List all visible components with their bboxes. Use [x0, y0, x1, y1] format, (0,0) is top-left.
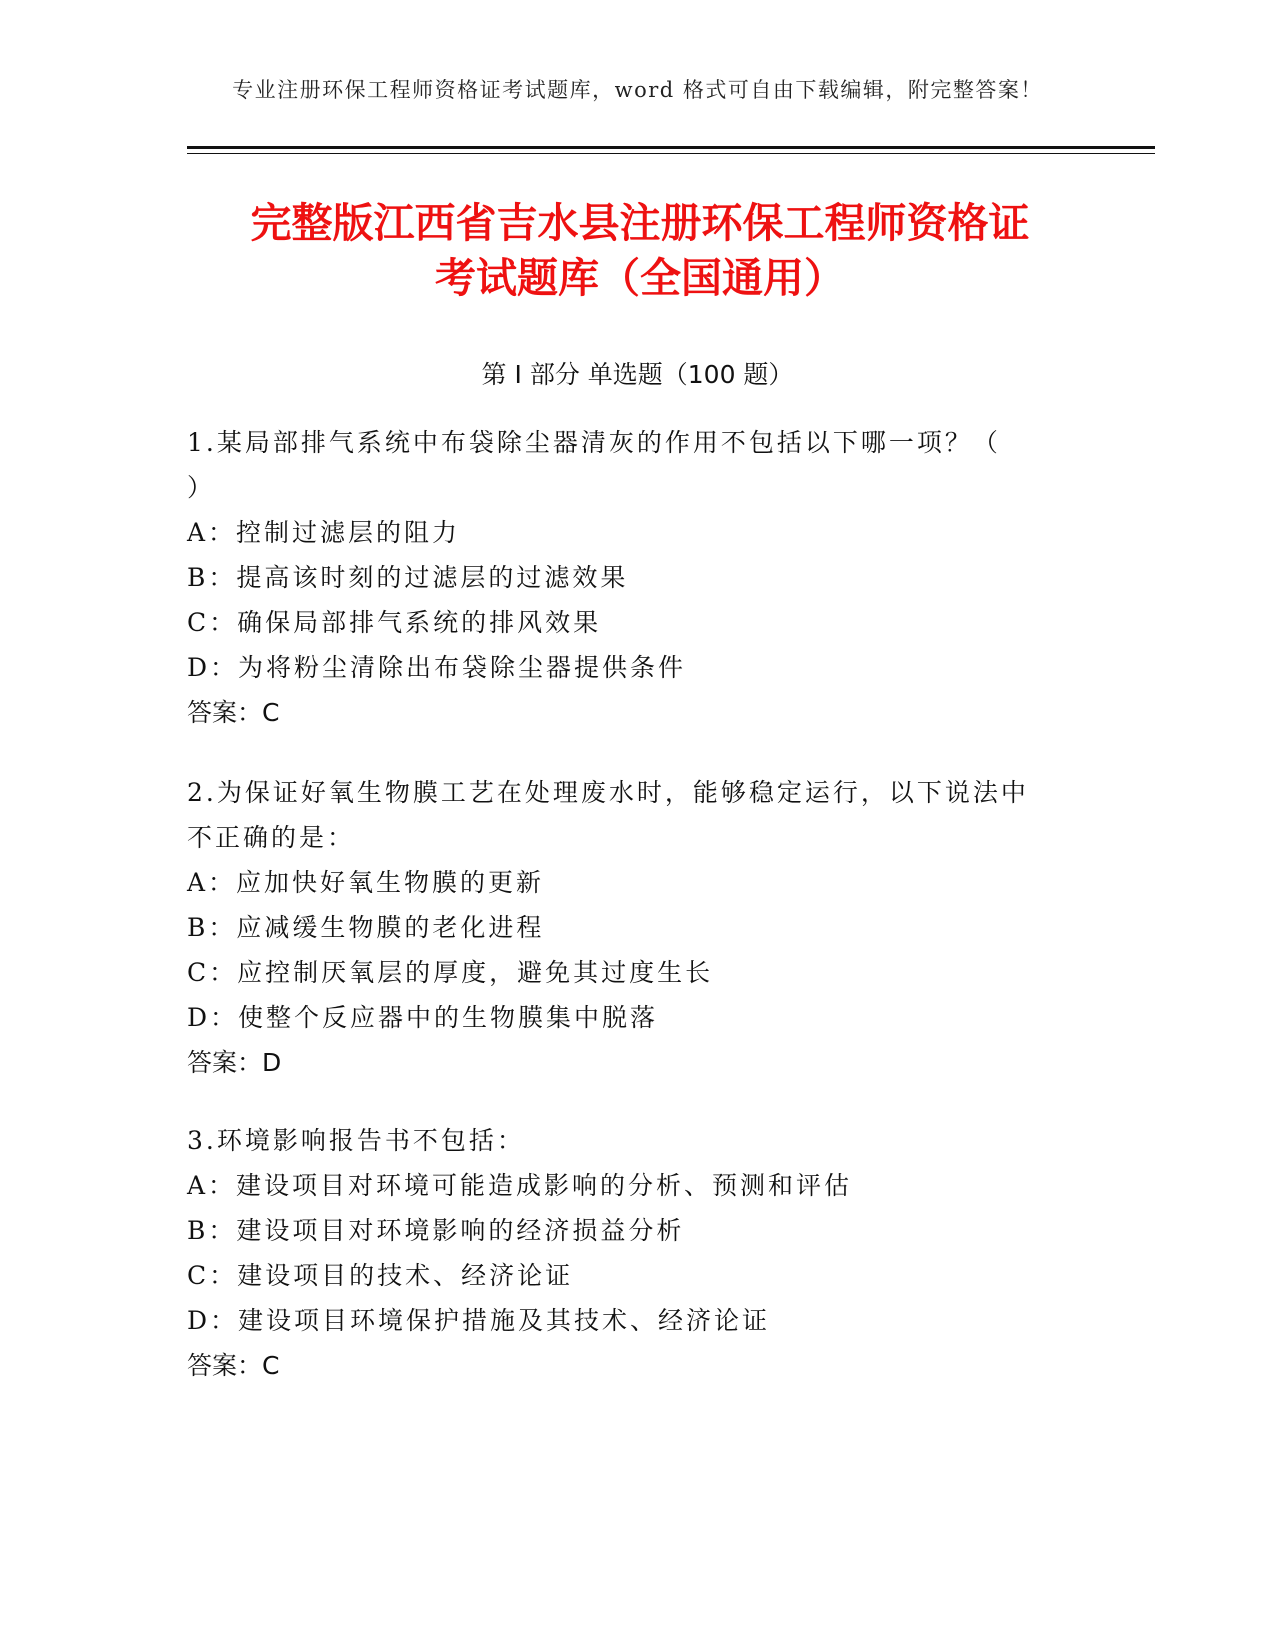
- option-b: B：提高该时刻的过滤层的过滤效果: [187, 563, 629, 592]
- option-b: B：建设项目对环境影响的经济损益分析: [187, 1216, 685, 1245]
- option-c: C：确保局部排气系统的排风效果: [187, 608, 602, 637]
- option-a: A：应加快好氧生物膜的更新: [187, 868, 545, 897]
- answer-line: 答案：D: [187, 1048, 282, 1077]
- question-stem-line: 2.为保证好氧生物膜工艺在处理废水时，能够稳定运行，以下说法中: [187, 778, 1029, 807]
- header-divider: [187, 146, 1155, 149]
- option-d: D：建设项目环境保护措施及其技术、经济论证: [187, 1306, 771, 1335]
- option-d: D：为将粉尘清除出布袋除尘器提供条件: [187, 653, 687, 682]
- option-c: C：建设项目的技术、经济论证: [187, 1261, 574, 1290]
- document-title-line-2: 考试题库（全国通用）: [435, 254, 845, 302]
- option-d: D：使整个反应器中的生物膜集中脱落: [187, 1003, 659, 1032]
- question-stem-line: 1.某局部排气系统中布袋除尘器清灰的作用不包括以下哪一项？（: [187, 428, 1001, 457]
- question-stem-line: 3.环境影响报告书不包括：: [187, 1126, 525, 1155]
- question-3: [187, 1118, 1067, 1388]
- answer-line: 答案：C: [187, 698, 280, 727]
- header-note: 专业注册环保工程师资格证考试题库，word 格式可自由下载编辑，附完整答案！: [232, 78, 1043, 102]
- section-title: 第 I 部分 单选题（100 题）: [481, 360, 794, 389]
- question-1: [187, 420, 1067, 735]
- question-stem-line: ）: [187, 473, 216, 502]
- option-b: B：应减缓生物膜的老化进程: [187, 913, 545, 942]
- option-a: A：建设项目对环境可能造成影响的分析、预测和评估: [187, 1171, 853, 1200]
- question-2: [187, 770, 1067, 1085]
- option-a: A：控制过滤层的阻力: [187, 518, 461, 547]
- answer-line: 答案：C: [187, 1351, 280, 1380]
- header-divider-thin: [187, 153, 1155, 154]
- question-stem-line: 不正确的是：: [187, 823, 356, 852]
- document-title-line-1: 完整版江西省吉水县注册环保工程师资格证: [250, 199, 1030, 247]
- option-c: C：应控制厌氧层的厚度，避免其过度生长: [187, 958, 714, 987]
- document-title: [160, 196, 1120, 306]
